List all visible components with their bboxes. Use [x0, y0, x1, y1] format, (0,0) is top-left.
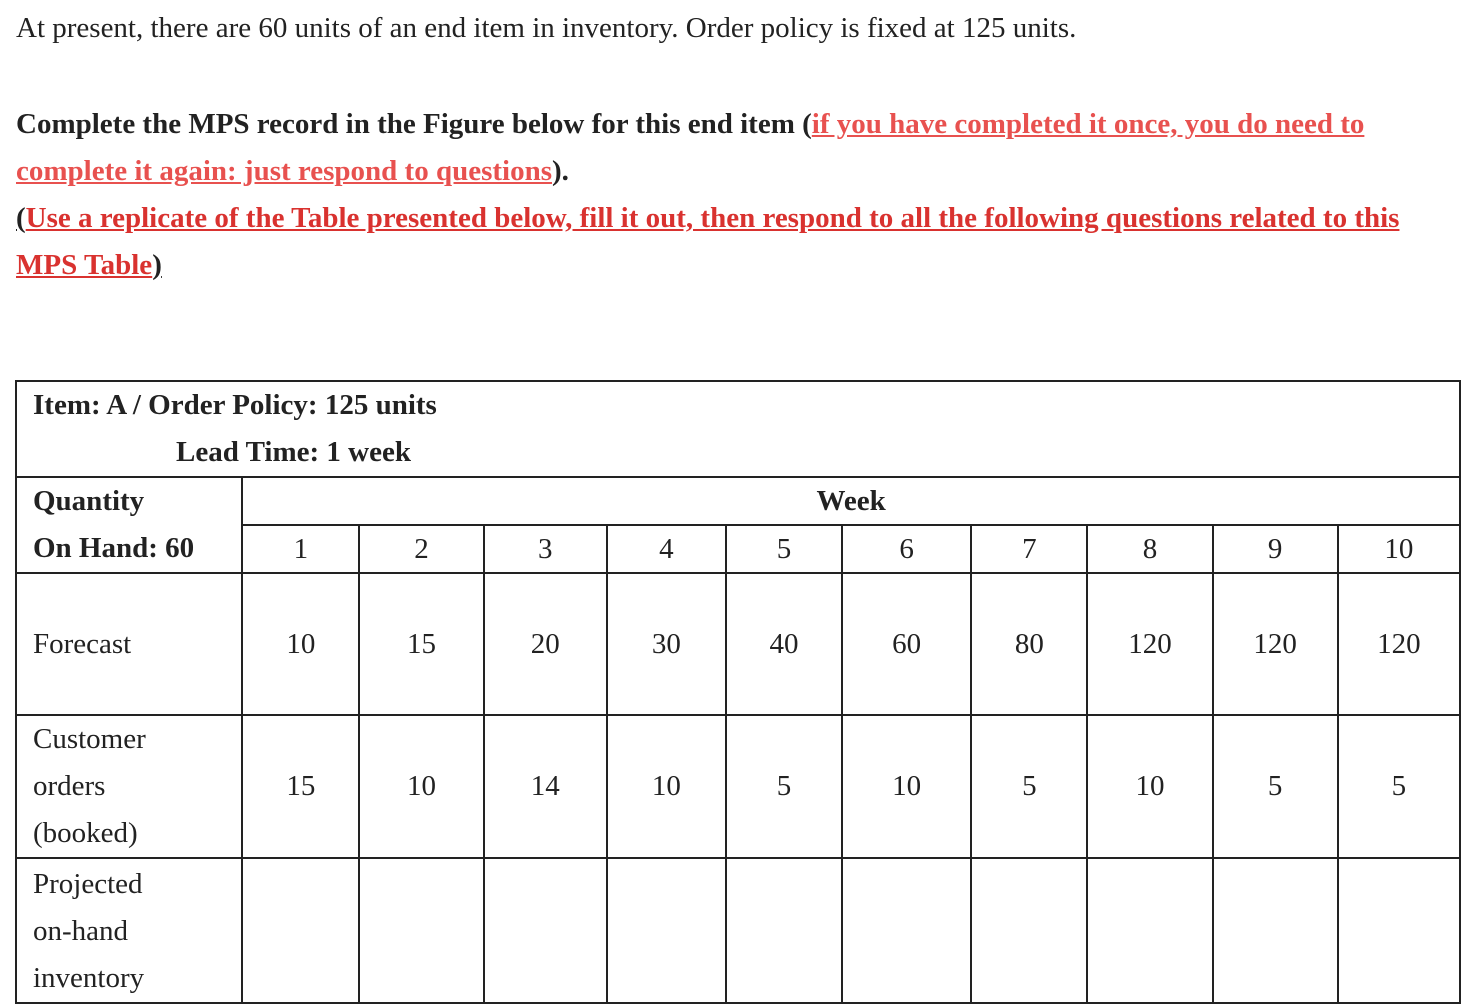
projected-inventory-cell[interactable]: [359, 858, 483, 1003]
customer-orders-cell: 10: [359, 715, 483, 858]
projected-inventory-cell[interactable]: [1338, 858, 1460, 1003]
projected-inventory-cell[interactable]: [607, 858, 726, 1003]
forecast-cell: 120: [1213, 573, 1338, 715]
projected-inventory-cell[interactable]: [842, 858, 971, 1003]
forecast-cell: 60: [842, 573, 971, 715]
forecast-cell: 15: [359, 573, 483, 715]
week-number: 10: [1338, 525, 1460, 573]
customer-orders-label-line: orders: [33, 770, 106, 802]
customer-orders-row: [16, 715, 1460, 858]
week-number: 1: [242, 525, 359, 573]
week-header: Week: [242, 477, 1460, 525]
forecast-cell: 120: [1338, 573, 1460, 715]
mps-table: [15, 380, 1461, 1004]
customer-orders-cell: 10: [1087, 715, 1212, 858]
forecast-cell: 80: [971, 573, 1087, 715]
week-number: 4: [607, 525, 726, 573]
projected-inventory-row: [16, 858, 1460, 1003]
table-title: [16, 381, 1460, 477]
forecast-cell: 30: [607, 573, 726, 715]
customer-orders-cell: 15: [242, 715, 359, 858]
instructions-after-link: ).: [552, 155, 569, 187]
customer-orders-cell: 5: [1213, 715, 1338, 858]
customer-orders-label-line: (booked): [33, 817, 138, 849]
week-number: 8: [1087, 525, 1212, 573]
week-number: 3: [484, 525, 607, 573]
forecast-cell: 20: [484, 573, 607, 715]
customer-orders-label: [16, 715, 242, 858]
projected-inventory-label-line: inventory: [33, 962, 145, 994]
forecast-cell: 120: [1087, 573, 1212, 715]
lead-time: Lead Time: 1 week: [176, 436, 411, 468]
customer-orders-label-line: Customer: [33, 723, 146, 755]
projected-inventory-label-line: on-hand: [33, 915, 129, 947]
quantity-on-hand-header: [16, 477, 242, 573]
instructions-open-paren: (: [16, 202, 26, 234]
customer-orders-cell: 10: [842, 715, 971, 858]
on-hand-label: On Hand: 60: [33, 532, 195, 564]
projected-inventory-cell[interactable]: [1087, 858, 1212, 1003]
projected-inventory-label-line: Projected: [33, 868, 143, 900]
table-title-row: [16, 381, 1460, 477]
projected-inventory-cell[interactable]: [242, 858, 359, 1003]
projected-inventory-cell[interactable]: [726, 858, 842, 1003]
week-number: 2: [359, 525, 483, 573]
forecast-cell: 10: [242, 573, 359, 715]
projected-inventory-cell[interactable]: [484, 858, 607, 1003]
week-header-row: [16, 477, 1460, 525]
week-number: 6: [842, 525, 971, 573]
intro-text: At present, there are 60 units of an end item in inventory. Order policy is fixed at 125 units.: [16, 12, 1077, 44]
customer-orders-cell: 10: [607, 715, 726, 858]
customer-orders-cell: 5: [971, 715, 1087, 858]
projected-inventory-cell[interactable]: [971, 858, 1087, 1003]
item-order-policy: Item: A / Order Policy: 125 units: [33, 389, 437, 421]
instructions-link-replicate[interactable]: Use a replicate of the Table presented below, fill it out, then respond to all the following questions related to this MPS Table: [16, 202, 1400, 281]
week-number: 7: [971, 525, 1087, 573]
forecast-cell: 40: [726, 573, 842, 715]
instructions-close-paren: ): [152, 249, 162, 281]
quantity-label: Quantity: [33, 485, 145, 517]
instructions-link-completed[interactable]: if you have completed it once, you do need to complete it again: just respond to questions: [16, 108, 1365, 187]
forecast-row: [16, 573, 1460, 715]
customer-orders-cell: 5: [1338, 715, 1460, 858]
week-number: 9: [1213, 525, 1338, 573]
forecast-label: Forecast: [16, 573, 242, 715]
instructions-lead: Complete the MPS record in the Figure below for this end item (: [16, 108, 812, 140]
customer-orders-cell: 5: [726, 715, 842, 858]
instructions: [16, 101, 1456, 289]
week-number: 5: [726, 525, 842, 573]
projected-inventory-cell[interactable]: [1213, 858, 1338, 1003]
customer-orders-cell: 14: [484, 715, 607, 858]
projected-inventory-label: [16, 858, 242, 1003]
